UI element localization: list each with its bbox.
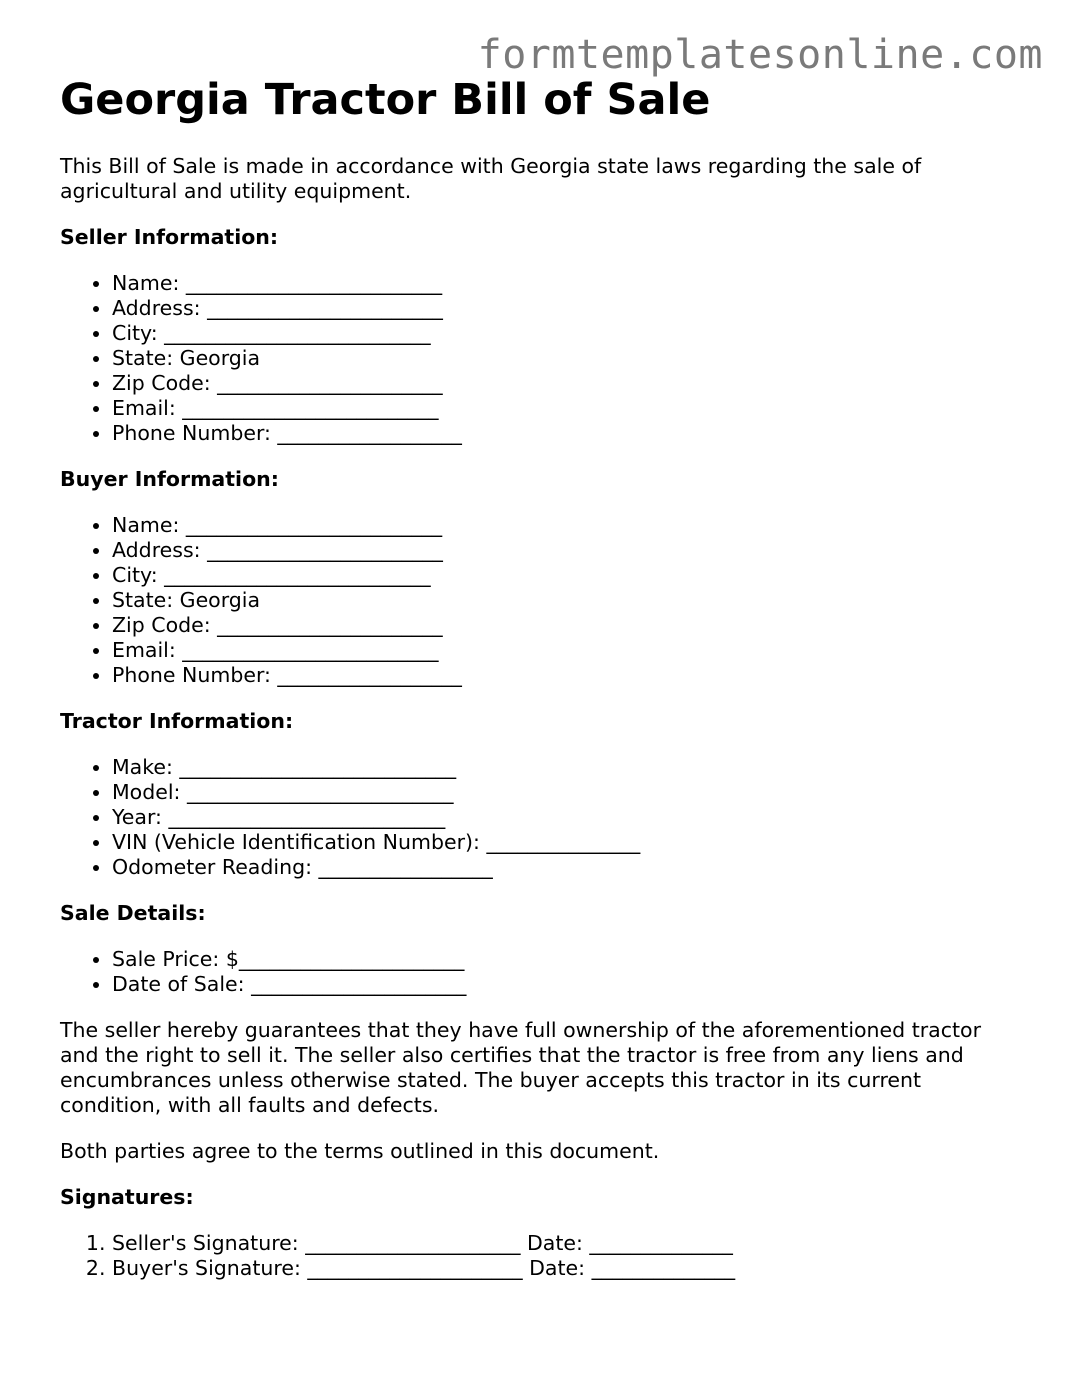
- tractor-vin-field: • VIN (Vehicle Identification Number): _______________: [112, 830, 1020, 855]
- signatures-heading: Signatures:: [60, 1185, 194, 1209]
- seller-zip-field: • Zip Code: ______________________: [112, 371, 1020, 396]
- buyer-email-field: • Email: _________________________: [112, 638, 1020, 663]
- seller-phone-field: • Phone Number: __________________: [112, 421, 1020, 446]
- tractor-model-field: • Model: __________________________: [112, 780, 1020, 805]
- sale-details-list: [60, 947, 1020, 997]
- seller-city-field: • City: __________________________: [112, 321, 1020, 346]
- buyer-state-field: • State: Georgia: [112, 588, 1020, 613]
- seller-heading: Seller Information:: [60, 225, 279, 249]
- signatures-list: [60, 1231, 1020, 1281]
- intro-paragraph: This Bill of Sale is made in accordance with Georgia state laws regarding the sale of agricultural and utility equipment.: [60, 154, 922, 203]
- buyer-zip-field: • Zip Code: ______________________: [112, 613, 1020, 638]
- watermark: formtemplatesonline.com: [477, 32, 1043, 78]
- seller-name-field: • Name: _________________________: [112, 271, 1020, 296]
- buyer-name-field: • Name: _________________________: [112, 513, 1020, 538]
- guarantee-paragraph: The seller hereby guarantees that they have full ownership of the aforementioned tractor and the right to sell it. The seller also certifies that the tractor is free from any liens and encumbrances unless otherwise stated. The buyer accepts this tractor in its current condition, with all faults and defects.: [60, 1018, 981, 1117]
- seller-signature-line: 1. Seller's Signature: _____________________ Date: ______________: [112, 1231, 1020, 1256]
- seller-address-field: • Address: _______________________: [112, 296, 1020, 321]
- document-body: [60, 0, 1020, 1281]
- agreement-paragraph: Both parties agree to the terms outlined in this document.: [60, 1139, 660, 1163]
- buyer-city-field: • City: __________________________: [112, 563, 1020, 588]
- seller-email-field: • Email: _________________________: [112, 396, 1020, 421]
- document-title: Georgia Tractor Bill of Sale: [60, 75, 711, 125]
- seller-info-list: [60, 271, 1020, 446]
- seller-state-field: • State: Georgia: [112, 346, 1020, 371]
- tractor-make-field: • Make: ___________________________: [112, 755, 1020, 780]
- tractor-year-field: • Year: ___________________________: [112, 805, 1020, 830]
- buyer-info-list: [60, 513, 1020, 688]
- buyer-signature-line: 2. Buyer's Signature: _____________________ Date: ______________: [112, 1256, 1020, 1281]
- tractor-info-list: [60, 755, 1020, 880]
- buyer-address-field: • Address: _______________________: [112, 538, 1020, 563]
- sale-date-field: • Date of Sale: _____________________: [112, 972, 1020, 997]
- tractor-odometer-field: • Odometer Reading: _________________: [112, 855, 1020, 880]
- buyer-phone-field: • Phone Number: __________________: [112, 663, 1020, 688]
- tractor-heading: Tractor Information:: [60, 709, 294, 733]
- sale-heading: Sale Details:: [60, 901, 206, 925]
- sale-price-field: • Sale Price: $______________________: [112, 947, 1020, 972]
- buyer-heading: Buyer Information:: [60, 467, 279, 491]
